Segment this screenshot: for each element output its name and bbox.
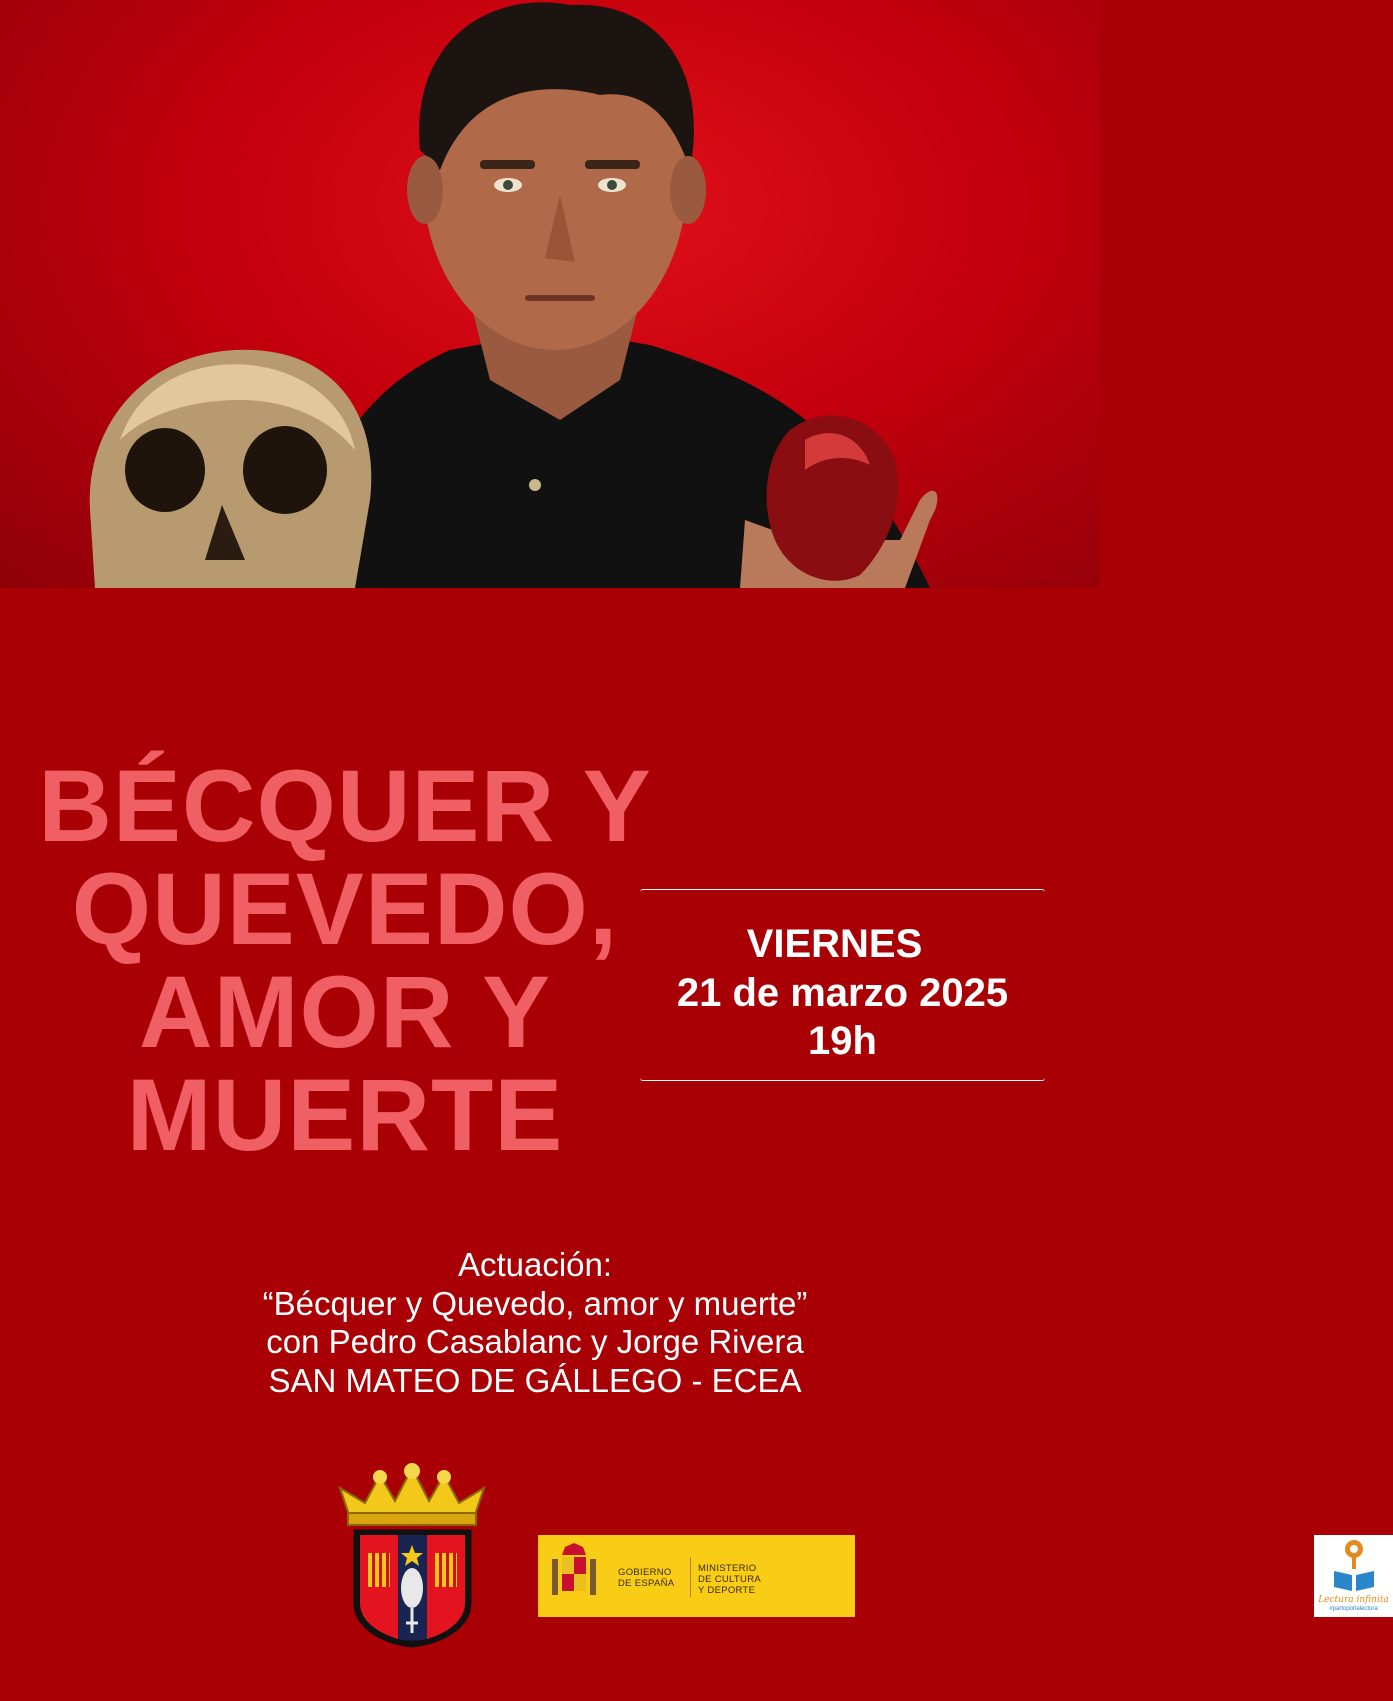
title-line: BÉCQUER Y — [38, 749, 652, 863]
event-weekday: VIERNES — [746, 922, 923, 966]
heart-icon — [0, 0, 1100, 588]
lectura-brand: Lectura infinita — [1318, 1595, 1389, 1605]
ministry-line: DE CULTURA — [698, 1574, 761, 1585]
info-line: SAN MATEO DE GÁLLEGO - ECEA — [268, 1361, 802, 1399]
event-title — [0, 749, 690, 1172]
title-line: MUERTE — [126, 1058, 564, 1172]
ministry-line: Y DEPORTE — [698, 1585, 756, 1596]
lectura-infinita-icon — [1314, 1535, 1393, 1595]
logo-divider — [690, 1557, 691, 1597]
lectura-hashtag: #partoporlalectura — [1329, 1606, 1378, 1612]
ministry-line: MINISTERIO — [698, 1563, 757, 1574]
title-line: AMOR Y — [138, 955, 552, 1069]
spanish-emblem-icon — [538, 1535, 608, 1617]
event-time: 19h — [808, 1019, 877, 1063]
ministry-logo — [538, 1535, 1389, 1617]
event-info — [170, 1246, 900, 1400]
info-line: Actuación: — [457, 1246, 613, 1283]
hero-photo — [0, 0, 1100, 588]
ministry-text — [698, 1563, 761, 1596]
info-line: con Pedro Casablanc y Jorge Rivera — [266, 1323, 804, 1360]
government-text — [618, 1567, 674, 1589]
lectura-infinita-logo — [1314, 1535, 1393, 1617]
info-line: “Bécquer y Quevedo, amor y muerte” — [262, 1284, 808, 1322]
date-box — [640, 889, 1045, 1081]
event-date: 21 de marzo 2025 — [676, 971, 1009, 1015]
government-line: GOBIERNO — [618, 1567, 672, 1578]
coat-of-arms-icon — [330, 1463, 495, 1648]
title-line: QUEVEDO, — [71, 852, 619, 966]
government-line: DE ESPAÑA — [618, 1578, 675, 1589]
